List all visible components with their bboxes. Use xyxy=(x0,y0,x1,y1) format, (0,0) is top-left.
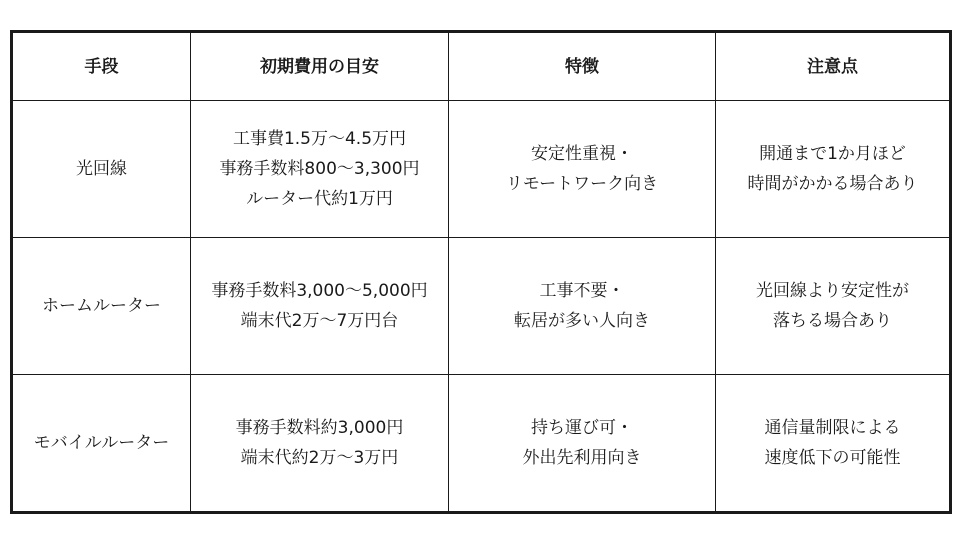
header-row xyxy=(12,32,951,101)
note-line: 落ちる場合あり xyxy=(773,311,892,331)
cost-line: 事務手数料約3,000円 xyxy=(235,418,404,438)
notes-cell xyxy=(716,375,951,513)
cost-line: 端末代約2万〜3万円 xyxy=(240,448,399,468)
table-row xyxy=(12,238,951,375)
feature-line: 持ち運び可・ xyxy=(531,418,633,438)
features-cell xyxy=(449,238,716,375)
table-row xyxy=(12,375,951,513)
cost-cell xyxy=(191,375,449,513)
note-line: 時間がかかる場合あり xyxy=(747,174,918,194)
feature-line: 転居が多い人向き xyxy=(514,311,650,331)
method-cell: 光回線 xyxy=(12,101,191,238)
feature-line: 工事不要・ xyxy=(539,281,625,301)
header-method: 手段 xyxy=(12,32,191,101)
notes-cell xyxy=(716,101,951,238)
cost-line: 事務手数料800〜3,300円 xyxy=(219,159,420,179)
feature-line: リモートワーク向き xyxy=(505,174,659,194)
table-row xyxy=(12,101,951,238)
features-cell xyxy=(449,375,716,513)
table-body xyxy=(12,101,951,513)
cost-cell xyxy=(191,101,449,238)
features-cell xyxy=(449,101,716,238)
cost-line: 事務手数料3,000〜5,000円 xyxy=(211,281,428,301)
notes-cell xyxy=(716,238,951,375)
feature-line: 安定性重視・ xyxy=(531,144,633,164)
comparison-table-container xyxy=(10,30,949,511)
internet-method-comparison-table xyxy=(10,30,952,514)
method-cell: モバイルルーター xyxy=(12,375,191,513)
cost-line: 工事費1.5万〜4.5万円 xyxy=(232,129,407,149)
cost-line: 端末代2万〜7万円台 xyxy=(240,311,399,331)
note-line: 速度低下の可能性 xyxy=(764,448,901,468)
method-cell: ホームルーター xyxy=(12,238,191,375)
note-line: 開通まで1か月ほど xyxy=(759,144,906,164)
table-header xyxy=(12,32,951,101)
cost-cell xyxy=(191,238,449,375)
header-notes: 注意点 xyxy=(716,32,951,101)
cost-line: ルーター代約1万円 xyxy=(246,189,393,209)
note-line: 光回線より安定性が xyxy=(756,281,909,301)
feature-line: 外出先利用向き xyxy=(522,448,642,468)
note-line: 通信量制限による xyxy=(764,418,901,438)
header-initial-cost: 初期費用の目安 xyxy=(191,32,449,101)
header-features: 特徴 xyxy=(449,32,716,101)
